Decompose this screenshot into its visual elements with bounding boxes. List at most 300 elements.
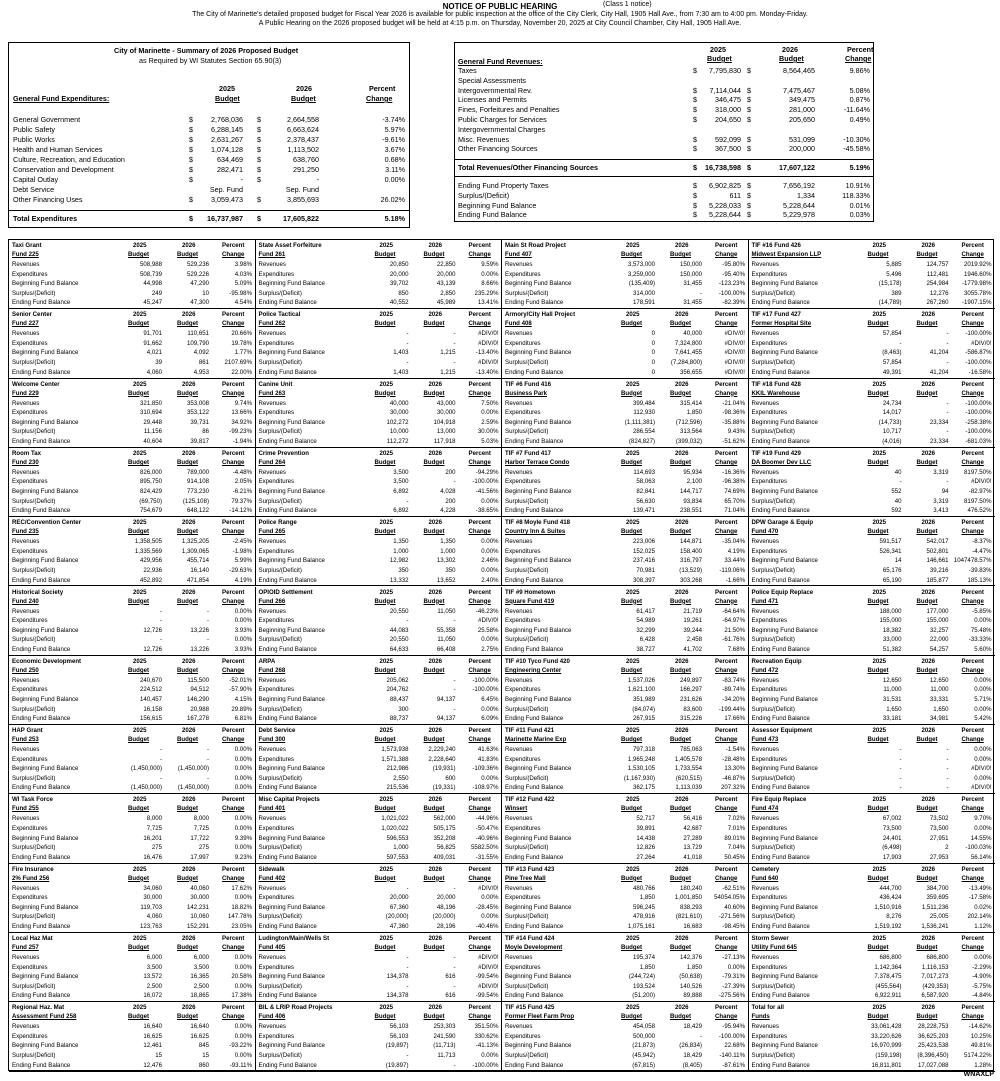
fund-year-2025: 2025 [626,796,640,804]
fund-header-row [749,518,995,527]
fund-budget-2025: Budget [128,874,149,882]
fund-data-row [502,982,748,991]
fund-year-2026: 2026 [921,727,936,735]
fund-percent-head: Percent [468,311,491,319]
revenue-after-row-percent: 10.91% [845,181,870,190]
fund-value-2025: 16,625 [143,1032,162,1040]
fund-value-2026: 200 [445,468,456,476]
fund-percent: -41.56% [475,488,499,496]
fund-value-2025: 351,989 [632,695,655,703]
fund-change-head: Change [715,597,738,605]
fund-value-2026: 11,050 [437,636,456,644]
fund-value-2026: 10,060 [190,913,209,921]
fund-data-row [256,714,502,723]
fund-percent-head: Percent [222,935,245,942]
fund-percent: -14.12% [229,507,252,515]
fund-value-2025: - [406,617,409,625]
fund-budget-2025: Budget [128,528,149,536]
fund-block [749,240,996,309]
fund-percent: -79.31% [722,973,745,981]
fund-value-2026: 30,000 [190,894,209,902]
fund-value-2026: 22,000 [929,636,949,644]
revenue-row-value-2025: 592,099 [715,134,741,144]
fund-number: Fund 240 [12,597,39,605]
fund-year-2025: 2025 [379,657,394,665]
revenue-total-dollar-2025: $ [693,163,697,172]
fund-subheader-row [502,458,748,467]
fund-number: Funds [751,1013,770,1021]
fund-value-2025: (159,198) [875,1052,902,1060]
summary-row-value-2025: 3,059,473 [211,195,243,204]
revenue-after-row-dollar-2026: $ [747,181,751,190]
fund-subheader-row [256,389,502,398]
fund-value-2025: 4,060 [146,913,162,921]
fund-number: Winsert [505,805,528,813]
fund-value-2025: 205,062 [386,676,409,684]
summary-row-dollar-2025: $ [189,125,193,134]
fund-value-2025: 4,060 [146,368,162,376]
fund-value-2025: (21,873) [632,1042,655,1050]
revenue-after-row-value-2025: 5,228,033 [709,200,741,210]
fund-data-row [749,576,995,585]
fund-number: Fund 472 [751,666,779,674]
fund-value-2026: - [453,330,456,338]
fund-budget-2025: Budget [621,389,642,397]
fund-row-label: Surplus/(Deficit) [751,982,795,990]
fund-value-2025: 1,650 [886,705,902,713]
fund-percent: -17.58% [968,894,992,902]
fund-data-row [256,834,502,843]
fund-percent: 8.66% [481,280,499,288]
fund-value-2025: 56,103 [389,1032,409,1040]
fund-row-label: Expenditures [751,894,788,902]
fund-percent: 17.66% [724,715,745,723]
fund-year-2025: 2025 [626,519,640,527]
fund-percent: -4.48% [232,468,252,476]
revenue-total-label: Total Revenues/Other Financing Sources [458,163,599,172]
fund-value-2026: - [453,982,456,990]
fund-value-2026: 313,564 [679,428,702,436]
fund-row-label: Ending Fund Balance [12,507,71,515]
fund-row-label: Revenues [751,399,779,407]
fund-data-row [502,537,748,546]
summary-row-label: Capital Outlay [13,175,59,184]
fund-percent: 0.00% [481,1052,499,1060]
fund-percent-head: Percent [468,657,491,665]
revenue-after-row-dollar-2025: $ [693,210,697,220]
fund-row-label: Revenues [505,399,533,407]
fund-value-2026: 54,257 [929,645,949,653]
fund-row-label: Revenues [12,330,40,338]
fund-value-2025: - [159,636,162,644]
fund-data-row [256,764,502,773]
fund-budget-2026: Budget [423,666,445,674]
revenue-row-value-2025: 7,114,044 [709,85,741,95]
fund-budget-2025: Budget [621,944,642,951]
fund-budget-2025: Budget [621,251,642,258]
fund-header-row [502,865,748,874]
revenue-row-percent: -45.58% [843,144,870,154]
revenue-total-percent: 5.19% [849,163,870,172]
fund-subheader-row [502,527,748,536]
fund-value-2025: 156,615 [139,715,162,723]
fund-data-row [502,814,748,823]
fund-value-2026: 73,500 [929,824,949,832]
fund-value-2026: 2,100 [686,478,702,486]
fund-value-2025: 67,360 [389,903,409,911]
fund-data-row [502,616,748,625]
fund-data-row [9,547,255,556]
fund-percent: 2.05% [234,478,252,486]
fund-name: ARPA [258,657,276,665]
fund-year-2025: 2025 [379,727,394,735]
fund-data-row [256,408,502,417]
fund-year-2025: 2025 [872,865,887,873]
revenue-row-dollar-2026: $ [747,144,751,154]
fund-row-label: Ending Fund Balance [505,299,564,307]
fund-value-2025: 314,000 [632,289,655,297]
fund-value-2025: 15 [155,1052,162,1060]
fund-budget-2025: Budget [867,805,889,813]
fund-data-row [256,843,502,852]
fund-budget-2026: Budget [916,874,938,882]
fund-value-2026: 43,000 [436,399,456,407]
fund-row-label: Ending Fund Balance [505,923,564,931]
fund-value-2026: 1,215 [440,368,456,376]
fund-percent: 34.92% [231,418,252,426]
fund-data-row [256,1051,502,1060]
fund-percent: 9.74% [234,399,252,407]
fund-year-2025: 2025 [379,935,394,942]
revenue-row-value-2025: 346,475 [715,95,741,105]
fund-row-label: Expenditures [12,824,48,832]
summary-row-dollar-2026: $ [257,125,261,134]
fund-value-2025: 155,000 [879,617,902,625]
fund-percent: 0.00% [481,636,499,644]
fund-value-2026: 28,228,753 [918,1023,949,1031]
fund-value-2025: - [406,497,409,505]
fund-value-2025: 47,360 [389,923,409,931]
fund-year-2025: 2025 [133,727,147,735]
summary-row-dollar-2026: $ [257,135,261,144]
fund-number: 2% Fund 256 [12,874,50,882]
fund-year-2026: 2026 [921,380,936,388]
fund-subheader-row [9,458,255,467]
fund-value-2025: 1,850 [639,894,655,902]
fund-budget-2025: Budget [621,320,642,328]
fund-row-label: Ending Fund Balance [258,853,317,861]
fund-data-row [502,260,748,269]
fund-percent: #DIV/0! [724,339,745,347]
fund-percent: 0.00% [481,774,499,782]
fund-value-2025: 39,891 [636,824,655,832]
fund-percent-head: Percent [468,1004,491,1012]
fund-percent: 14.55% [970,834,992,842]
fund-value-2026: 11,713 [437,1052,456,1060]
fund-name: Historical Society [12,588,64,596]
fund-value-2026: (19,331) [432,784,456,792]
fund-percent: 5174.22% [964,1052,992,1060]
fund-data-row [9,1041,255,1050]
fund-row-label: Expenditures [258,339,295,347]
revenue-row-dollar-2026: $ [747,85,751,95]
fund-percent: 0.00% [234,746,252,754]
fund-row-label: Ending Fund Balance [12,576,71,584]
fund-percent: -98.45% [722,923,745,931]
fund-row-label: Expenditures [258,270,295,278]
fund-percent: -140.11% [719,1052,745,1060]
fund-value-2025: 286,554 [632,428,655,436]
fund-name: TIF #8 Moyle Fund 418 [505,519,571,527]
summary-row-label: Public Works [13,135,55,144]
revenue-after-row-value-2026: 5,229,978 [783,210,815,220]
fund-change-head: Change [468,458,491,466]
fund-block [9,725,256,794]
fund-value-2025: 300 [398,705,409,713]
fund-value-2025: 2,550 [393,774,409,782]
summary-row-label: Culture, Recreation, and Education [13,155,125,164]
revenue-after-row-label: Beginning Fund Balance [458,200,537,210]
fund-value-2025: - [406,982,409,990]
fund-data-row [9,972,255,981]
fund-row-label: Ending Fund Balance [12,645,71,653]
fund-row-label: Beginning Fund Balance [12,349,79,357]
fund-block [9,448,256,517]
fund-percent: #DIV/0! [478,330,499,338]
fund-percent: 1047478.57% [953,557,992,565]
fund-row-label: Revenues [751,954,779,961]
fund-value-2026: 861 [198,359,209,367]
fund-percent-head: Percent [222,588,245,596]
fund-value-2025: 24,401 [882,834,902,842]
revenue-after-row-label: Ending Fund Property Taxes [458,181,549,190]
fund-value-2026: (50,638) [679,973,702,981]
fund-value-2026: 11,050 [437,607,456,615]
fund-budget-2026: Budget [916,320,938,328]
fund-row-label: Beginning Fund Balance [258,488,325,496]
fund-subheader-row [502,943,748,952]
fund-year-2026: 2026 [428,865,443,873]
fund-header-row [9,241,255,250]
fund-value-2026: 384,700 [926,884,949,892]
fund-percent: 351.50% [474,1023,499,1031]
fund-data-row [256,755,502,764]
fund-row-label: Surplus/(Deficit) [505,1052,549,1060]
fund-budget-2026: Budget [177,874,198,882]
fund-percent: #DIV/0! [971,478,992,486]
fund-value-2026: - [946,746,949,754]
summary-total-rule [9,210,409,211]
fund-number: KKIL Warehouse [751,389,800,397]
fund-name: REC/Convention Center [12,519,82,527]
fund-row-label: Expenditures [12,409,48,417]
fund-budget-2025: Budget [374,251,396,258]
fund-percent: -95.80% [722,261,745,268]
fund-percent: 40.60% [724,903,745,911]
fund-percent: -100.00% [965,330,992,338]
fund-row-label: Ending Fund Balance [505,1061,564,1069]
fund-value-2025: (45,942) [632,1052,655,1060]
revenue-row-dollar-2026: $ [747,95,751,105]
fund-data-row [256,745,502,754]
fund-value-2025: 1,573,938 [381,746,409,754]
fund-value-2026: 303,268 [679,576,702,584]
fund-percent: 17.62% [231,884,252,892]
fund-value-2026: - [946,784,949,792]
fund-value-2026: 39,817 [190,437,209,445]
fund-value-2026: - [206,746,209,754]
fund-data-row [256,427,502,436]
fund-row-label: Revenues [12,954,40,961]
fund-value-2025: 91,662 [143,339,162,347]
fund-percent: -100.00% [718,1032,745,1040]
summary-title: City of Marinette - Summary of 2026 Proposed Budget [114,46,299,55]
fund-data-row [256,893,502,902]
fund-number: Fund 227 [12,320,39,328]
fund-number: Fund 235 [12,528,39,536]
fund-value-2026: - [453,339,456,347]
fund-value-2025: 29,448 [143,418,162,426]
fund-row-label: Ending Fund Balance [12,1061,71,1069]
fund-value-2026: 144,871 [679,538,702,546]
fund-data-row [9,576,255,585]
fund-value-2026: 4,028 [440,488,456,496]
fund-header-row [256,865,502,874]
fund-number: Fund 265 [258,528,286,536]
fund-year-2025: 2025 [133,519,147,527]
fund-percent: -100.00% [965,428,992,436]
fund-row-label: Beginning Fund Balance [751,903,818,911]
fund-row-label: Beginning Fund Balance [258,280,325,288]
fund-value-2025: 11,156 [143,428,162,436]
fund-percent: 74.69% [724,488,745,496]
fund-data-row [9,635,255,644]
fund-row-label: Expenditures [505,963,541,971]
fund-value-2025: (1,450,000) [130,765,162,773]
fund-value-2025: 40 [894,468,902,476]
fund-data-row [749,824,995,833]
fund-value-2026: 158,400 [679,547,702,555]
fund-row-label: Beginning Fund Balance [258,765,325,773]
fund-budget-2026: Budget [177,320,198,328]
fund-value-2026: 200 [445,497,456,505]
fund-data-row [749,903,995,912]
fund-value-2025: (8,463) [882,349,902,357]
fund-value-2026: 860 [198,1061,209,1069]
fund-row-label: Revenues [505,330,533,338]
fund-data-row [749,408,995,417]
fund-data-row [9,903,255,912]
fund-percent: 5.09% [234,280,252,288]
summary-subtitle: as Required by WI Statutes Section 65.90(3) [139,56,282,65]
fund-percent: 9.39% [234,834,252,842]
fund-row-label: Revenues [505,1023,533,1031]
fund-year-2026: 2026 [675,865,689,873]
fund-number: Fund 406 [258,1013,286,1021]
fund-percent: -258.38% [965,418,992,426]
fund-number: Fund 300 [258,736,286,744]
fund-name: Room Tax [12,449,42,457]
fund-value-2025: 58,063 [636,478,655,486]
fund-budget-2025: Budget [374,805,396,813]
fund-value-2026: 249,897 [679,676,702,684]
fund-budget-2026: Budget [670,1013,691,1021]
expenditure-summary-box [8,42,410,228]
fund-row-label: Surplus/(Deficit) [12,636,56,644]
fund-data-row [9,408,255,417]
fund-row-label: Surplus/(Deficit) [751,497,795,505]
fund-value-2025: 223,006 [632,538,655,546]
fund-value-2026: 43,139 [436,280,456,288]
fund-data-row [256,1061,502,1070]
fund-header-row [749,588,995,597]
fund-value-2025: - [159,774,162,782]
fund-header-row [9,657,255,666]
fund-value-2026: 3,413 [933,507,949,515]
fund-percent: -51.62% [722,437,745,445]
fund-row-label: Expenditures [258,894,295,902]
fund-year-2025: 2025 [379,865,394,873]
fund-change-head: Change [961,666,984,674]
fund-data-row [9,953,255,962]
fund-value-2025: 321,850 [139,399,162,407]
fund-value-2025: 1,021,022 [381,815,409,823]
fund-year-2025: 2025 [133,380,147,388]
fund-data-row [256,635,502,644]
fund-budget-2026: Budget [423,528,445,536]
fund-percent: 13.30% [724,765,745,773]
revenue-after-row-dollar-2026: $ [747,210,751,220]
fund-data-row [749,427,995,436]
fund-data-row [502,963,748,972]
revenue-row-dollar-2025: $ [693,144,697,154]
fund-value-2026: 15 [202,1052,209,1060]
fund-percent: 56.14% [970,853,992,861]
fund-percent: -34.20% [722,695,745,703]
fund-subheader-row [502,804,748,813]
fund-data-row [502,843,748,852]
fund-data-row [9,270,255,279]
fund-percent: 0.00% [481,894,499,902]
fund-change-head: Change [715,528,738,536]
fund-percent: 5.03% [481,437,499,445]
summary-row-dollar-2026: $ [257,155,261,164]
fund-name: Assessor Equipment [751,727,813,735]
fund-value-2025: 16,970,999 [871,1042,902,1050]
revenue-after-row-dollar-2026: $ [747,200,751,210]
fund-row-label: Expenditures [258,824,295,832]
fund-percent: 4.19% [727,547,745,555]
fund-value-2026: 112,481 [926,270,949,278]
revenue-row-label: Licenses and Permits [458,95,527,105]
fund-subheader-row [502,735,748,744]
fund-name: HAP Grant [12,727,43,735]
revenue-after-row-value-2025: 6,902,825 [709,181,741,190]
fund-value-2026: 31,455 [683,299,702,307]
fund-value-2025: 350 [398,566,409,574]
fund-value-2025: - [406,1052,409,1060]
fund-percent-head: Percent [222,865,245,873]
fund-percent: -100.00% [472,1061,499,1069]
fund-budget-2025: Budget [128,597,149,605]
fund-budget-2025: Budget [374,944,396,951]
revenue-after-row-value-2025: 611 [729,190,741,200]
fund-year-2026: 2026 [182,242,196,249]
fund-year-2026: 2026 [428,796,443,804]
fund-data-row [9,783,255,792]
fund-block [256,240,503,309]
fund-data-row [256,963,502,972]
